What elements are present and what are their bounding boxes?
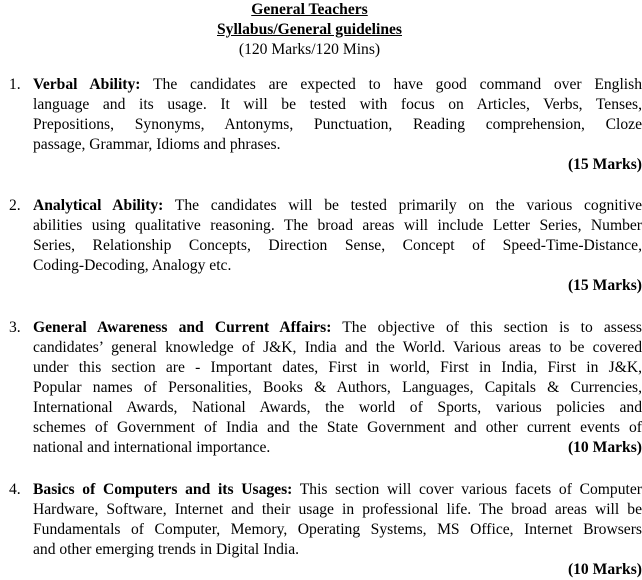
item-line: national and international importance. — [33, 439, 271, 456]
item-number: 2. — [9, 197, 21, 214]
item-line: abilities using qualitative reasoning. The broad areas will include Letter Series, Number — [33, 217, 642, 234]
item-label: Verbal Ability: — [33, 76, 141, 93]
item-label: Basics of Computers and its Usages: — [33, 481, 293, 498]
item-line — [33, 480, 642, 500]
document-title: General Teachers — [251, 1, 368, 18]
item-body — [33, 318, 642, 458]
item-line: Fundamentals of Computer, Memory, Operating Systems, MS Office, Internet Browsers — [33, 521, 642, 538]
document-subtitle: Syllabus/General guidelines — [217, 21, 402, 38]
item-last-line — [33, 438, 642, 458]
item-line: candidates’ general knowledge of J&K, India and the World. Various areas to be covered — [33, 339, 642, 356]
item-line: passage, Grammar, Idioms and phrases. — [33, 136, 281, 153]
item-marks: (15 Marks) — [567, 277, 642, 294]
item-line: Hardware, Software, Internet and their usage in professional life. The broad areas will be — [33, 501, 642, 518]
document-header — [0, 0, 619, 60]
item-number: 3. — [9, 319, 21, 336]
item-line: language and its usage. It will be tested with focus on Articles, Verbs, Tenses, — [33, 96, 642, 113]
item-line — [33, 75, 642, 95]
item-line — [33, 196, 642, 216]
item-line: schemes of Government of India and the State Government and other current events of — [33, 419, 642, 436]
item-text: The candidates will be tested primarily on the various cognitive — [174, 197, 642, 214]
item-body — [33, 196, 642, 296]
list-item — [0, 196, 642, 296]
item-label: Analytical Ability: — [33, 197, 164, 214]
item-body — [33, 75, 642, 175]
item-number: 1. — [9, 76, 21, 93]
item-marks: (10 Marks) — [567, 561, 642, 578]
list-item — [0, 318, 642, 458]
list-item — [0, 75, 642, 175]
item-line: Coding-Decoding, Analogy etc. — [33, 257, 232, 274]
item-line: International Awards, National Awards, the world of Sports, various policies and — [33, 399, 642, 416]
item-text: This section will cover various facets of Computer — [299, 481, 642, 498]
item-body — [33, 480, 642, 580]
item-text: The objective of this section is to assess — [342, 319, 642, 336]
item-text: The candidates are expected to have good command over English — [153, 76, 642, 93]
item-marks: (15 Marks) — [567, 156, 642, 173]
item-marks: (10 Marks) — [567, 439, 642, 456]
marks-time-line: (120 Marks/120 Mins) — [238, 41, 381, 58]
item-number: 4. — [9, 481, 21, 498]
item-line: and other emerging trends in Digital India. — [33, 541, 300, 558]
item-line: Series, Relationship Concepts, Direction Sense, Concept of Speed-Time-Distance, — [33, 237, 642, 254]
list-item — [0, 480, 642, 580]
item-line: under this section are - Important dates, First in world, First in India, First in J&K, — [33, 359, 642, 376]
item-line: Prepositions, Synonyms, Antonyms, Punctuation, Reading comprehension, Cloze — [33, 116, 642, 133]
item-label: General Awareness and Current Affairs: — [33, 319, 332, 336]
item-line — [33, 318, 642, 338]
item-line: Popular names of Personalities, Books & Authors, Languages, Capitals & Currencies, — [33, 379, 642, 396]
